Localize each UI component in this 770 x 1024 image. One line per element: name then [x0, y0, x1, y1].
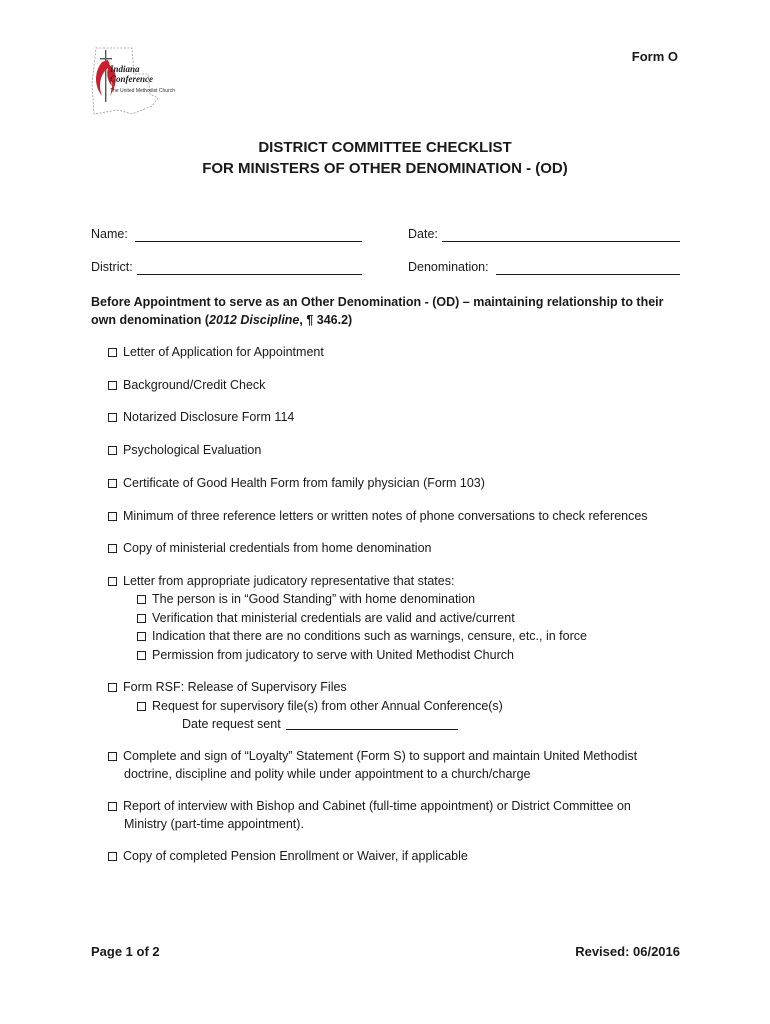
list-item: Background/Credit Check [108, 376, 265, 394]
list-item: Notarized Disclosure Form 114 [108, 408, 294, 426]
checkbox[interactable] [137, 702, 146, 711]
checkbox[interactable] [137, 595, 146, 604]
checkbox[interactable] [108, 479, 117, 488]
denomination-field[interactable] [496, 262, 680, 275]
district-field[interactable] [137, 262, 362, 275]
checkbox[interactable] [108, 577, 117, 586]
checkbox[interactable] [108, 683, 117, 692]
form-id: Form O [631, 49, 678, 64]
checkbox[interactable] [137, 632, 146, 641]
date-label: Date: [408, 227, 438, 241]
list-item-continuation: doctrine, discipline and polity while under appointment to a church/charge [124, 767, 531, 781]
checkbox[interactable] [108, 446, 117, 455]
checkbox[interactable] [108, 802, 117, 811]
list-item: Certificate of Good Health Form from family physician (Form 103) [108, 474, 485, 492]
checkbox[interactable] [108, 544, 117, 553]
sub-item: The person is in “Good Standing” with home denomination [137, 590, 475, 608]
page-number: Page 1 of 2 [91, 944, 160, 959]
checkbox[interactable] [137, 614, 146, 623]
sub-item: Indication that there are no conditions such as warnings, censure, etc., in force [137, 627, 587, 645]
checkbox[interactable] [108, 381, 117, 390]
checkbox[interactable] [108, 752, 117, 761]
list-item: Complete and sign of “Loyalty” Statement (Form S) to support and maintain United Methodist [108, 747, 637, 765]
list-item: Report of interview with Bishop and Cabinet (full-time appointment) or District Committee on [108, 797, 631, 815]
list-item-continuation: Ministry (part-time appointment). [124, 817, 304, 831]
checkbox[interactable] [137, 651, 146, 660]
denomination-label: Denomination: [408, 260, 489, 274]
logo-text: Indiana Conference [110, 64, 153, 84]
checkbox[interactable] [108, 348, 117, 357]
sub-item: Permission from judicatory to serve with United Methodist Church [137, 646, 514, 664]
page-title-line2: FOR MINISTERS OF OTHER DENOMINATION - (OD) [202, 160, 568, 177]
logo-subtitle: The United Methodist Church [110, 88, 176, 94]
date-field[interactable] [442, 229, 680, 242]
list-item: Copy of ministerial credentials from home denomination [108, 539, 431, 557]
list-item: Letter from appropriate judicatory representative that states: [108, 572, 454, 590]
date-request-field[interactable] [286, 717, 458, 730]
checkbox[interactable] [108, 512, 117, 521]
checkbox[interactable] [108, 852, 117, 861]
name-label: Name: [91, 227, 128, 241]
list-item: Copy of completed Pension Enrollment or Waiver, if applicable [108, 847, 468, 865]
name-field[interactable] [135, 229, 362, 242]
list-item: Minimum of three reference letters or written notes of phone conversations to check references [108, 507, 648, 525]
intro-paragraph: Before Appointment to serve as an Other Denomination - (OD) – maintaining relationship to their own denomination (2012 Discipline, ¶ 346.2) [91, 295, 664, 327]
list-item: Letter of Application for Appointment [108, 343, 324, 361]
district-label: District: [91, 260, 133, 274]
list-item: Form RSF: Release of Supervisory Files [108, 678, 347, 696]
page-title-line1: DISTRICT COMMITTEE CHECKLIST [258, 139, 512, 156]
sub-item: Verification that ministerial credentials are valid and active/current [137, 609, 515, 627]
list-item: Psychological Evaluation [108, 441, 261, 459]
date-request-label: Date request sent [182, 717, 281, 731]
sub-item: Request for supervisory file(s) from other Annual Conference(s) [137, 697, 503, 715]
checkbox[interactable] [108, 413, 117, 422]
revised-date: Revised: 06/2016 [575, 944, 680, 959]
